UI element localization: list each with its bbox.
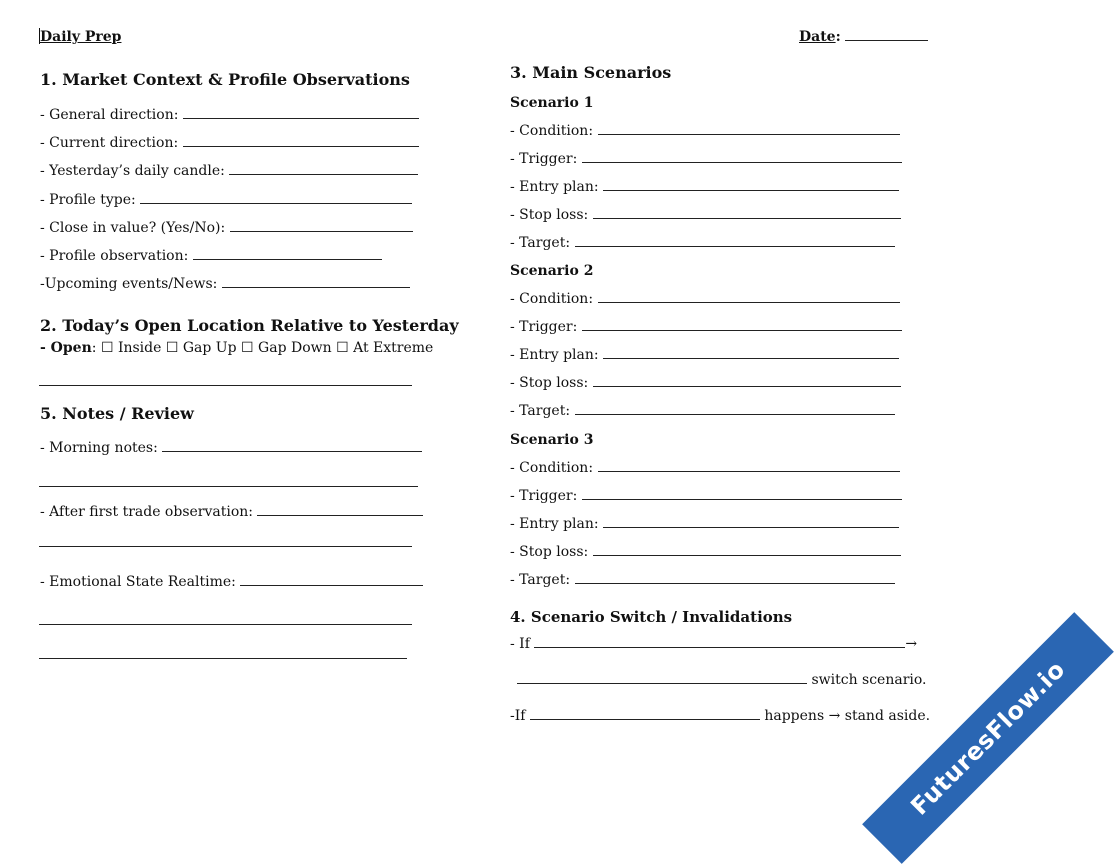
scenario-field[interactable]: [510, 403, 895, 419]
section4-heading: 4. Scenario Switch / Invalidations: [510, 608, 793, 626]
field-label: - Current direction:: [40, 135, 179, 151]
open-colon: :: [91, 340, 97, 356]
scenario-field-line[interactable]: [575, 413, 895, 415]
scenario-field[interactable]: [510, 375, 901, 391]
scenario-field-line[interactable]: [593, 385, 901, 387]
switch-if-label: - If: [510, 636, 530, 652]
morning-notes-line-2[interactable]: [39, 486, 418, 487]
scenario-field-line[interactable]: [582, 498, 902, 500]
section1-heading: 1. Market Context & Profile Observations: [40, 70, 410, 89]
scenario-field[interactable]: [510, 572, 895, 588]
scenario-field[interactable]: [510, 291, 900, 307]
scenario-field-label: - Trigger:: [510, 488, 578, 504]
stand-aside-row[interactable]: [510, 708, 930, 724]
scenario-field-label: - Trigger:: [510, 319, 578, 335]
section5-heading: 5. Notes / Review: [40, 404, 194, 423]
open-location-row: [40, 340, 433, 356]
date-line[interactable]: [845, 39, 928, 41]
scenario-field-label: - Entry plan:: [510, 516, 599, 532]
scenario-field-label: - Trigger:: [510, 151, 578, 167]
scenario-field[interactable]: [510, 235, 895, 251]
scenario-field[interactable]: [510, 347, 899, 363]
field-line[interactable]: [230, 230, 413, 232]
scenario-field-label: - Condition:: [510, 123, 594, 139]
open-notes-line[interactable]: [39, 385, 412, 386]
scenario-title: Scenario 2: [510, 263, 594, 279]
scenario-field-label: - Target:: [510, 235, 571, 251]
scenario-field[interactable]: [510, 488, 902, 504]
scenario-field-label: - Condition:: [510, 291, 594, 307]
scenario-field-line[interactable]: [582, 329, 902, 331]
scenario-field-label: - Stop loss:: [510, 544, 589, 560]
scenario-field-line[interactable]: [603, 357, 899, 359]
scenario-field[interactable]: [510, 179, 899, 195]
stand-aside-label: happens → stand aside.: [764, 708, 931, 724]
field-label: - Profile type:: [40, 192, 136, 208]
stand-aside-if-label: -If: [510, 708, 526, 724]
emotional-state-line-3[interactable]: [39, 658, 407, 659]
after-first-trade-line[interactable]: [257, 514, 423, 516]
scenario-field-line[interactable]: [603, 526, 899, 528]
morning-notes-label: - Morning notes:: [40, 440, 158, 456]
morning-notes-line[interactable]: [162, 450, 422, 452]
after-first-trade-label: - After first trade observation:: [40, 504, 254, 520]
field-line[interactable]: [183, 117, 419, 119]
morning-notes-field[interactable]: [40, 440, 422, 456]
scenario-title: Scenario 3: [510, 432, 594, 448]
open-label: - Open: [40, 340, 92, 356]
field-line[interactable]: [222, 286, 410, 288]
market-context-field[interactable]: [40, 276, 410, 292]
field-label: - Profile observation:: [40, 248, 189, 264]
field-label: - General direction:: [40, 107, 179, 123]
scenario-field-line[interactable]: [598, 301, 900, 303]
field-label: -Upcoming events/News:: [40, 276, 218, 292]
scenario-field-line[interactable]: [598, 133, 900, 135]
option-gap-up[interactable]: ☐ Gap Up: [165, 340, 237, 356]
scenario-field[interactable]: [510, 319, 902, 335]
field-label: - Close in value? (Yes/No):: [40, 220, 226, 236]
date-field[interactable]: [799, 29, 928, 45]
after-first-trade-line-2[interactable]: [39, 546, 412, 547]
scenario-field-label: - Target:: [510, 572, 571, 588]
scenario-field[interactable]: [510, 516, 899, 532]
emotional-state-field[interactable]: [40, 574, 423, 590]
scenario-field[interactable]: [510, 544, 901, 560]
section2-heading: 2. Today’s Open Location Relative to Yesterday: [40, 316, 459, 335]
market-context-field[interactable]: [40, 192, 412, 208]
switch-if-line[interactable]: [534, 646, 905, 648]
scenario-field-label: - Entry plan:: [510, 179, 599, 195]
market-context-field[interactable]: [40, 135, 419, 151]
scenario-field-line[interactable]: [593, 217, 901, 219]
section3-heading: 3. Main Scenarios: [510, 63, 672, 82]
market-context-field[interactable]: [40, 248, 382, 264]
switch-scenario-line[interactable]: [517, 682, 807, 684]
scenario-field-label: - Entry plan:: [510, 347, 599, 363]
scenario-field-label: - Condition:: [510, 460, 594, 476]
field-line[interactable]: [193, 258, 382, 260]
document-title: Daily Prep: [40, 29, 122, 45]
scenario-field[interactable]: [510, 151, 902, 167]
date-label: Date: [799, 29, 836, 45]
emotional-state-line-2[interactable]: [39, 624, 412, 625]
scenario-field-line[interactable]: [575, 582, 895, 584]
switch-scenario-label: switch scenario.: [811, 672, 927, 688]
scenario-field-line[interactable]: [582, 161, 902, 163]
watermark-text-b: Flow.io: [980, 655, 1071, 746]
market-context-field[interactable]: [40, 163, 418, 179]
switch-scenario-row[interactable]: [517, 672, 927, 688]
scenario-field-label: - Target:: [510, 403, 571, 419]
scenario-field-line[interactable]: [603, 189, 899, 191]
switch-if-row[interactable]: [510, 636, 917, 652]
scenario-field[interactable]: [510, 460, 900, 476]
market-context-field[interactable]: [40, 220, 413, 236]
date-colon: :: [835, 29, 841, 45]
arrow-icon: →: [905, 636, 918, 652]
scenario-field-line[interactable]: [598, 470, 900, 472]
scenario-field-label: - Stop loss:: [510, 375, 589, 391]
emotional-state-line[interactable]: [240, 584, 423, 586]
field-line[interactable]: [229, 173, 418, 175]
emotional-state-label: - Emotional State Realtime:: [40, 574, 236, 590]
option-inside[interactable]: ☐ Inside: [100, 340, 162, 356]
scenario-field-label: - Stop loss:: [510, 207, 589, 223]
field-label: - Yesterday’s daily candle:: [40, 163, 225, 179]
scenario-field[interactable]: [510, 207, 901, 223]
scenario-field[interactable]: [510, 123, 900, 139]
stand-aside-line[interactable]: [530, 718, 760, 720]
field-line[interactable]: [140, 202, 412, 204]
scenario-field-line[interactable]: [575, 245, 895, 247]
watermark-text-a: Futures: [905, 725, 1001, 821]
scenario-title: Scenario 1: [510, 95, 594, 111]
option-gap-down[interactable]: ☐ Gap Down: [241, 340, 332, 356]
market-context-field[interactable]: [40, 107, 419, 123]
option-at-extreme[interactable]: ☐ At Extreme: [336, 340, 434, 356]
field-line[interactable]: [183, 145, 419, 147]
after-first-trade-field[interactable]: [40, 504, 423, 520]
scenario-field-line[interactable]: [593, 554, 901, 556]
